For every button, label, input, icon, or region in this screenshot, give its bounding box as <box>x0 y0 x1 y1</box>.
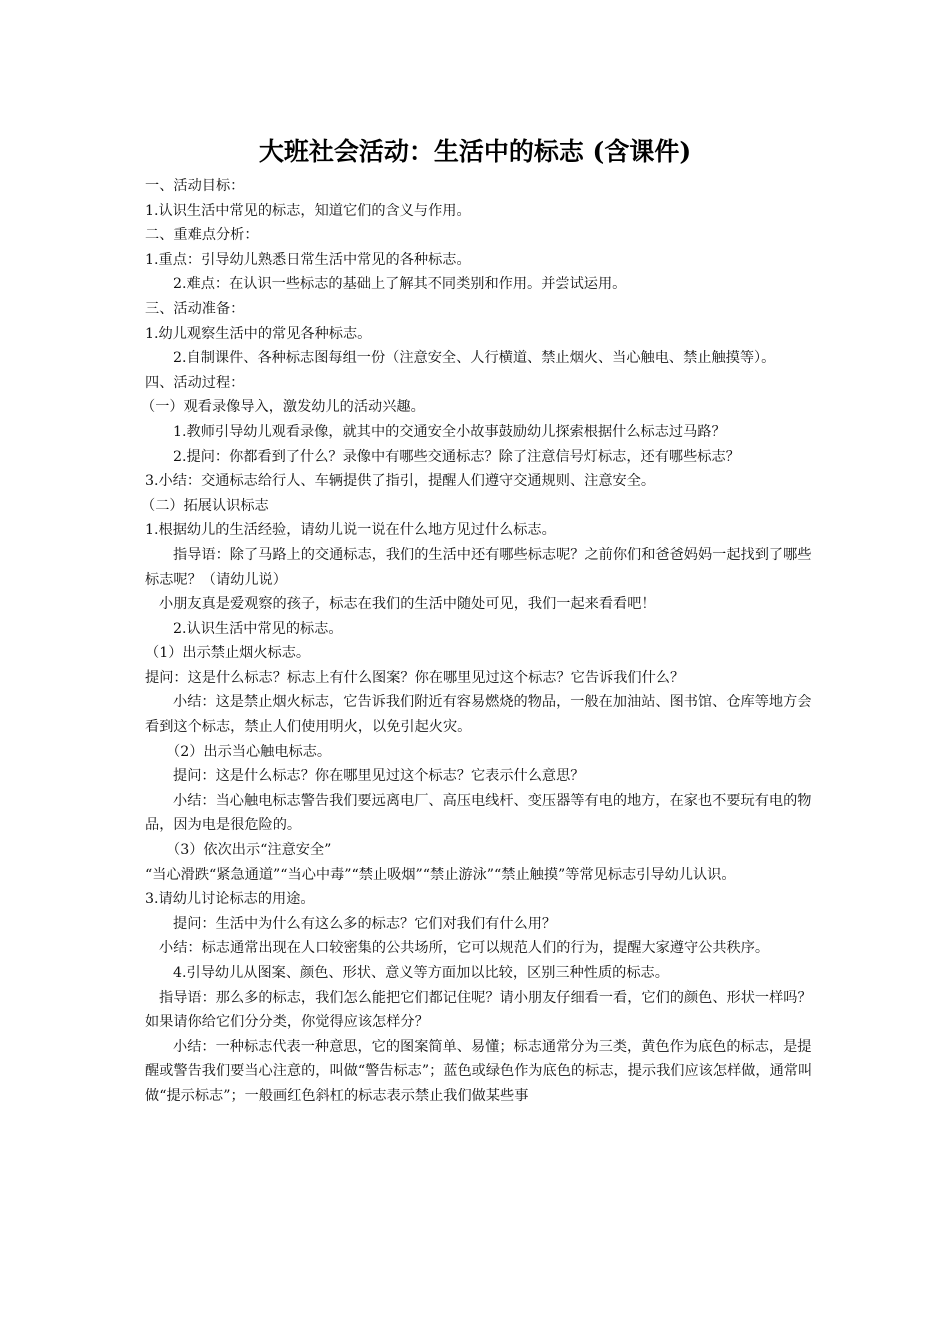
paragraph: 提问：这是什么标志？标志上有什么图案？你在哪里见过这个标志？它告诉我们什么？ <box>145 669 685 686</box>
paragraph: 1.根据幼儿的生活经验，请幼儿说一说在什么地方见过什么标志。 <box>145 522 556 539</box>
paragraph: 小结：当心触电标志警告我们要远离电厂、高压电线杆、变压器等有电的地方，在家也不要玩有电的物品，因为电是很危险的。 <box>145 792 812 834</box>
paragraph: 2.提问：你都看到了什么？录像中有哪些交通标志？除了注意信号灯标志，还有哪些标志？ <box>173 448 740 465</box>
paragraph: 2.自制课件、各种标志图每组一份（注意安全、人行横道、禁止烟火、当心触电、禁止触摸等）。 <box>173 350 776 367</box>
paragraph: （3）依次出示“注意安全” <box>166 842 332 859</box>
paragraph: 指导语：除了马路上的交通标志，我们的生活中还有哪些标志呢？之前你们和爸爸妈妈一起找到了哪些标志呢？（请幼儿说） <box>145 546 812 588</box>
paragraph: 3.小结：交通标志给行人、车辆提供了指引，提醒人们遵守交通规则、注意安全。 <box>145 473 656 490</box>
paragraph: 3.请幼儿讨论标志的用途。 <box>145 891 315 908</box>
document-title: 大班社会活动：生活中的标志 (含课件) <box>258 137 692 166</box>
paragraph: 小朋友真是爱观察的孩子，标志在我们的生活中随处可见，我们一起来看看吧！ <box>159 596 656 613</box>
paragraph: 2.难点：在认识一些标志的基础上了解其不同类别和作用。并尝试运用。 <box>173 276 627 293</box>
paragraph: （二）拓展认识标志 <box>141 497 269 514</box>
paragraph: 2.认识生活中常见的标志。 <box>173 620 343 637</box>
document-body <box>141 174 813 1109</box>
paragraph: 一、活动目标： <box>145 178 245 194</box>
paragraph: （2）出示当心触电标志。 <box>166 743 332 760</box>
paragraph: 四、活动过程： <box>145 374 245 391</box>
paragraph: 小结：这是禁止烟火标志，它告诉我们附近有容易燃烧的物品，一般在加油站、图书馆、仓库等地方会看到这个标志，禁止人们使用明火，以免引起火灾。 <box>145 694 812 736</box>
paragraph: （1）出示禁止烟火标志。 <box>145 645 311 662</box>
paragraph: “当心滑跌“紧急通道”“当心中毒”“禁止吸烟”“禁止游泳”“禁止触摸”等常见标志引导幼儿认识。 <box>145 866 736 883</box>
paragraph: 二、重难点分析： <box>145 227 259 244</box>
paragraph: 三、活动准备： <box>145 300 245 317</box>
paragraph: 1.重点：引导幼儿熟悉日常生活中常见的各种标志。 <box>145 251 471 268</box>
paragraph: 1.认识生活中常见的标志，知道它们的含义与作用。 <box>145 202 471 219</box>
paragraph: 提问：这是什么标志？你在哪里见过这个标志？它表示什么意思？ <box>173 768 585 785</box>
paragraph: 4.引导幼儿从图案、颜色、形状、意义等方面加以比较，区别三种性质的标志。 <box>173 965 669 981</box>
paragraph: 小结：一种标志代表一种意思，它的图案简单、易懂；标志通常分为三类，黄色作为底色的标志，是提醒或警告我们要当心注意的，叫做“警告标志”；蓝色或绿色作为底色的标志，提示我们应该怎样做，通常叫做“提示标志”；一般画红色斜杠的标志表示禁止我们做某些事 <box>145 1038 813 1104</box>
paragraph: 指导语：那么多的标志，我们怎么能把它们都记住呢？请小朋友仔细看一看，它们的颜色、形状一样吗？如果请你给它们分分类，你觉得应该怎样分？ <box>145 989 812 1031</box>
paragraph: 小结：标志通常出现在人口较密集的公共场所，它可以规范人们的行为，提醒大家遵守公共秩序。 <box>159 940 770 957</box>
paragraph: （一）观看录像导入，激发幼儿的活动兴趣。 <box>141 399 425 416</box>
paragraph: 提问：生活中为什么有这么多的标志？它们对我们有什么用？ <box>173 915 557 932</box>
paragraph: 1.幼儿观察生活中的常见各种标志。 <box>145 325 372 342</box>
paragraph: 1.教师引导幼儿观看录像，就其中的交通安全小故事鼓励幼儿探索根据什么标志过马路？ <box>173 423 726 440</box>
